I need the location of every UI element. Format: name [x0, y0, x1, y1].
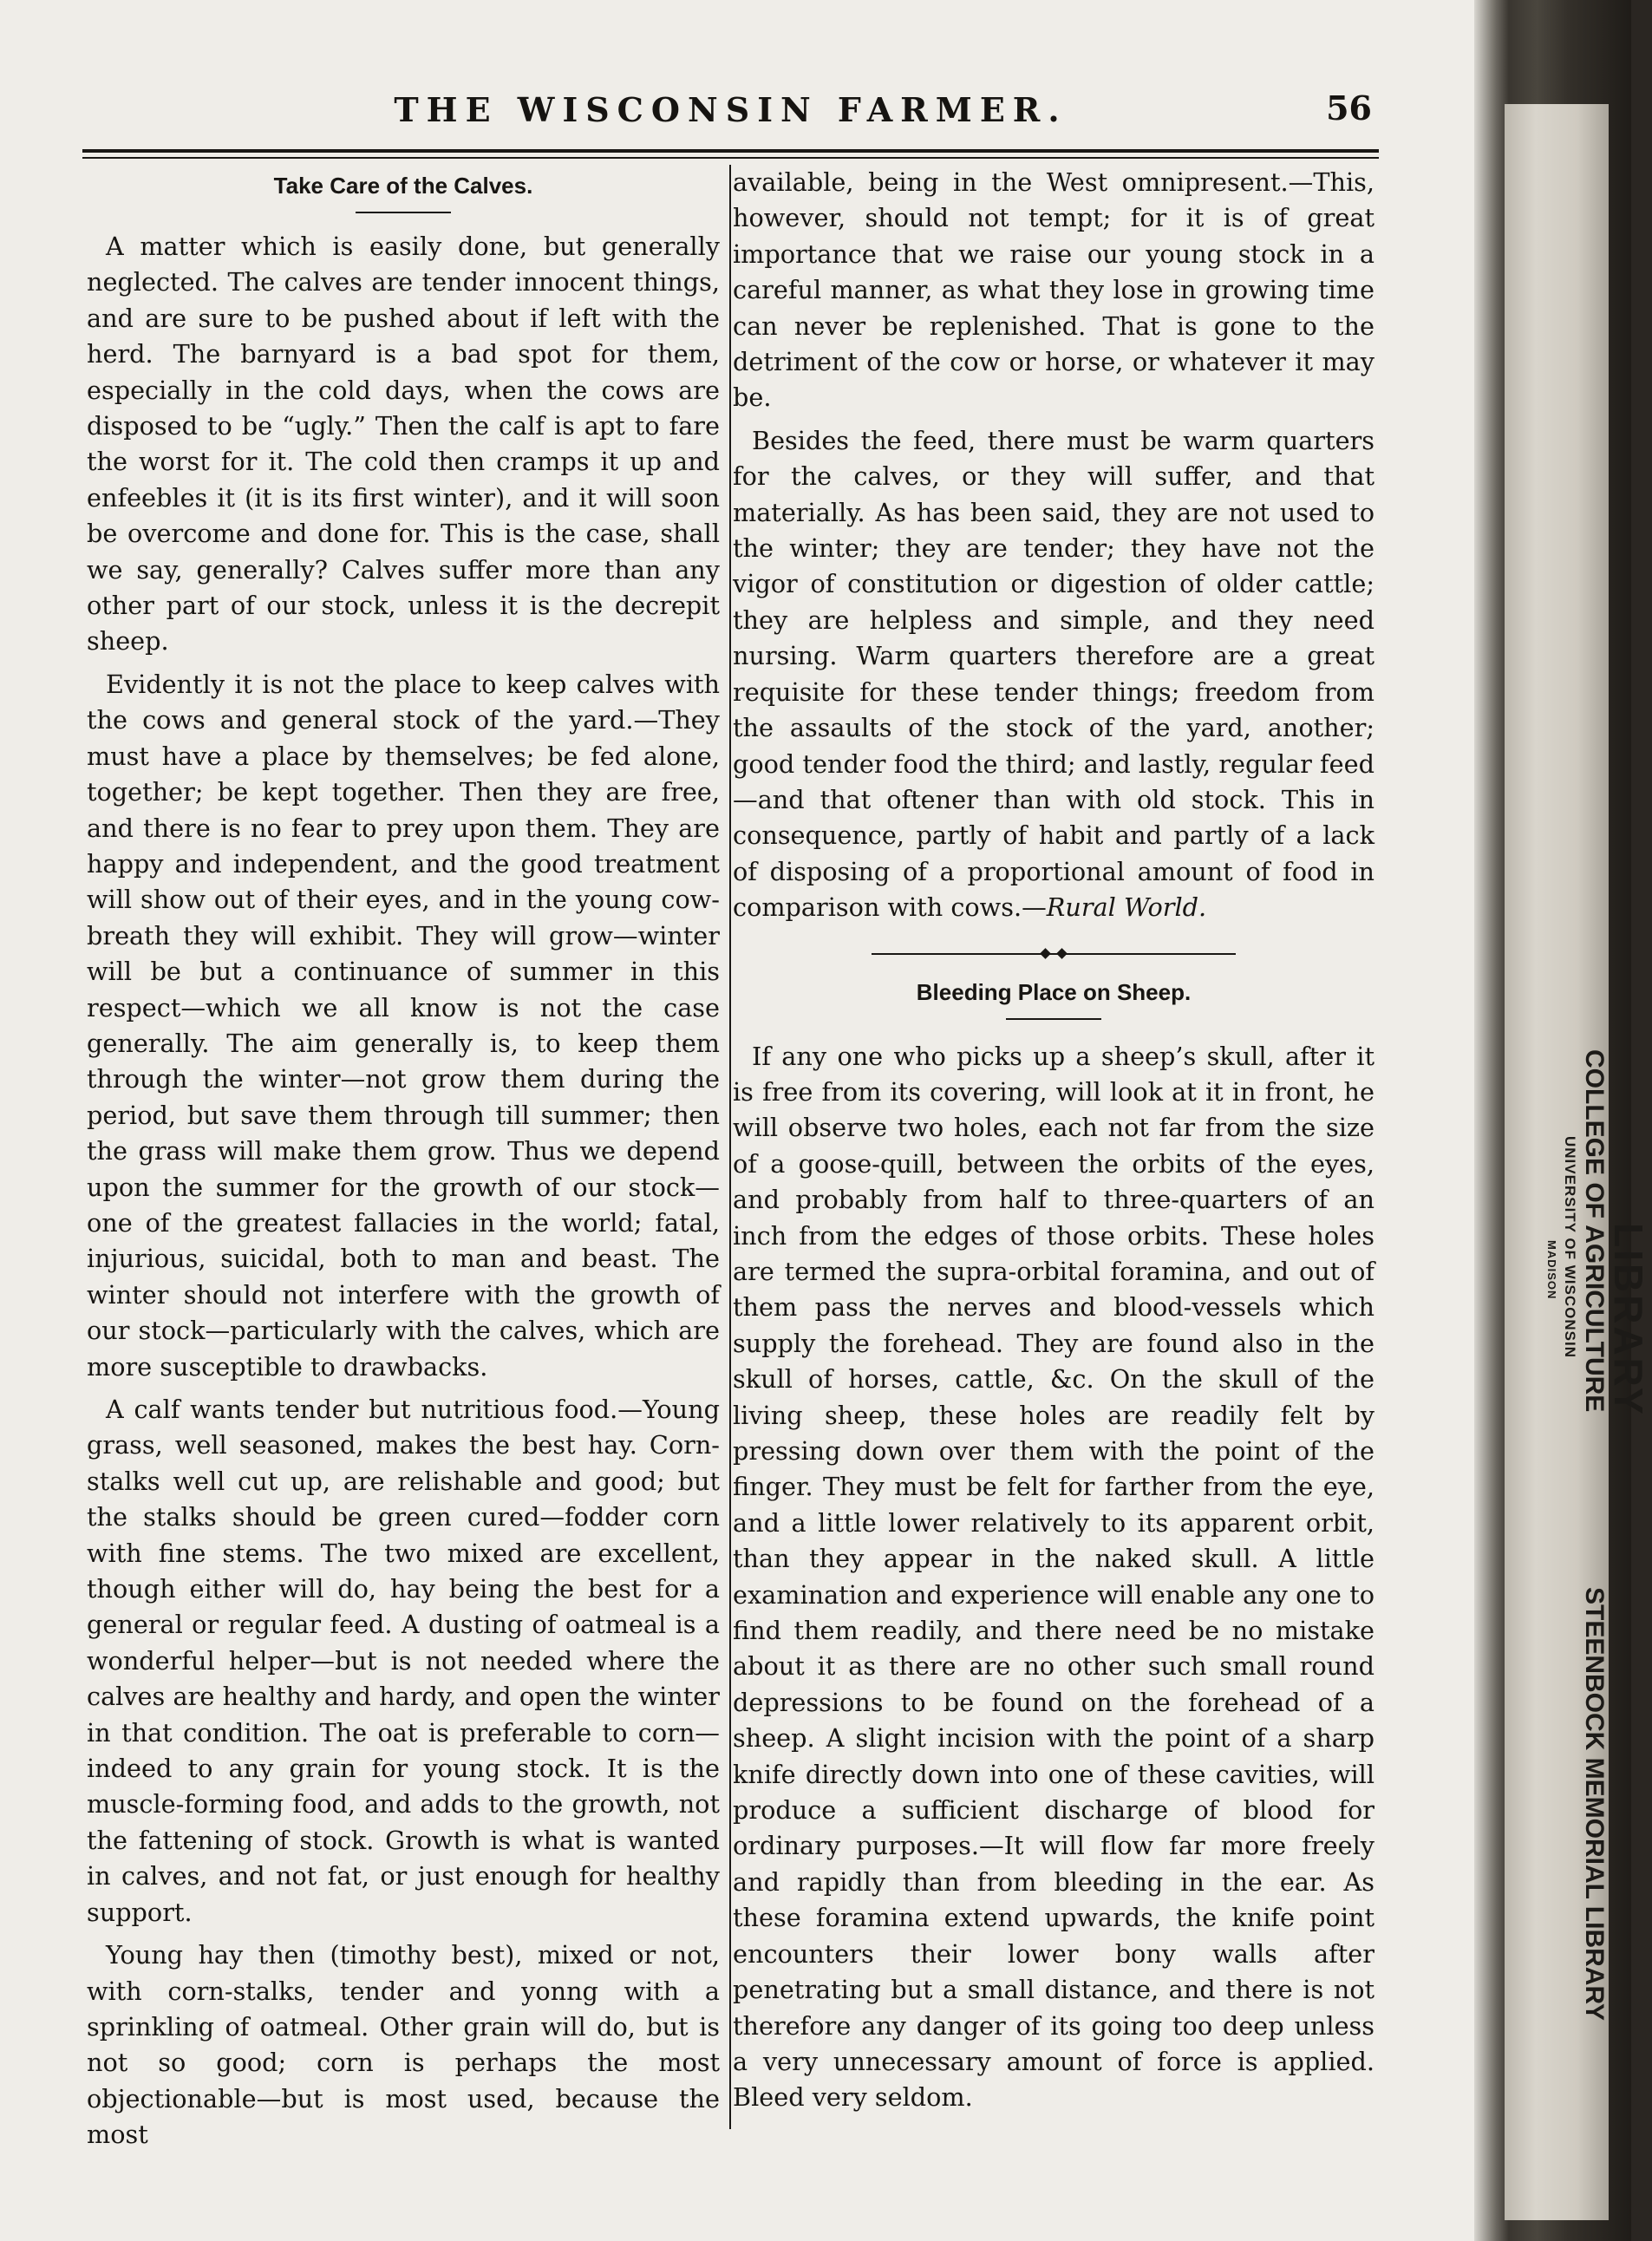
right-column — [733, 165, 1374, 2116]
spine-madison-label: MADISON — [1545, 1240, 1558, 1300]
header-rule-thin — [82, 157, 1379, 159]
title-rule-2 — [1006, 1018, 1101, 1020]
ornamental-separator — [872, 942, 1236, 966]
spine-college-label: COLLEGE OF AGRICULTURE — [1580, 1049, 1609, 1413]
separator-diamond-left — [1040, 948, 1051, 959]
calves-paragraph-5-text: Besides the feed, there must be warm quarters for the calves, or they will suffer, and that materially. As has been said, they are not used to the winter; they are tender; they have not the vigor of constitution or digestion of older cattle; they are helpless and simple, and they need nursing. Warm quarters therefore are a great requisite for these tender things; freedom from the assaults of the stock of the yard, another; good tender food the third; and lastly, regular feed—and that oftener than with old stock. This in consequence, partly of habit and partly of a lack of disposing of a proportional amount of food in comparison with cows.— — [733, 425, 1374, 923]
calves-paragraph-3: A calf wants tender but nutritious food.—Young grass, well seasoned, makes the best hay. Corn-stalks well cut up, are relishable and good; but the stalks should be green cured—fodder corn with fine stems. The two mixed are excellent, though either will do, hay being the best for a general or regular feed. A dusting of oatmeal is a wonderful helper—but is not needed where the calves are healthy and hardy, and open the winter in that condition. The oat is preferable to corn—indeed to any grain for young stock. It is the muscle-forming food, and adds to the growth, not the fattening of stock. Growth is what is wanted in calves, and not fat, or just enough for healthy support. — [87, 1395, 720, 1927]
separator-line — [872, 953, 1236, 955]
calves-paragraph-4: Young hay then (timothy best), mixed or not, with corn-stalks, tender and yonng with a sprinkling of oatmeal. Other grain will do, but is not so good; corn is perhaps the most objectionable—but is most used, because the most — [87, 1940, 720, 2150]
spine-university-label: UNIVERSITY OF WISCONSIN — [1562, 1136, 1578, 1358]
calves-paragraph-5 — [733, 423, 1374, 926]
spine-library-label: LIBRARY — [1606, 1223, 1651, 1417]
column-divider — [729, 165, 731, 2129]
page-header — [82, 87, 1379, 139]
separator-diamond-right — [1056, 948, 1068, 959]
calves-paragraph-4-continued: available, being in the West omnipresent.—This, however, should not tempt; for it is of great importance that we raise our young stock in a careful manner, as what they lose in growing time can never be replenished. That is gone to the detriment of the cow or horse, or whatever it may be. — [733, 167, 1374, 413]
article-title-calves: Take Care of the Calves. — [273, 173, 533, 199]
sheep-paragraph-1: If any one who picks up a sheep’s skull, after it is free from its covering, will look at it in front, he will observe two holes, each not far from the size of a goose-quill, between the orbits of the eyes, and probably from half to three-quarters of an inch from the edges of those orbits. These holes are termed the supra-orbital foramina, and out of them pass the nerves and blood-vessels which supply the forehead. They are found also in the skull of horses, cattle, &c. On the skull of the living sheep, these holes are readily felt by pressing down over them with the point of the finger. They must be felt for farther from the eye, and a little lower relatively to its apparent orbit, than they appear in the naked skull. A little examination and experience will enable any one to find them readily, and there need be no mistake about it as there are no other such small round depressions to be found on the forehead of a sheep. A slight incision with the point of a sharp knife directly down into one of these cavities, will produce a sufficient discharge of blood for ordinary purposes.—It will flow far more freely and rapidly than from bleeding in the ear. As these foramina extend upwards, the knife point encounters their lower bony walls after penetrating but a small distance, and there is not therefore any danger of its going too deep unless a very unnecessary amount of force is applied. Bleed very seldom. — [733, 1041, 1374, 2113]
article-title-sheep: Bleeding Place on Sheep. — [916, 978, 1192, 1005]
page-number: 56 — [1326, 88, 1372, 127]
header-rule-thick — [82, 149, 1379, 153]
spine-steenbock-label: STEENBOCK MEMORIAL LIBRARY — [1580, 1587, 1609, 2022]
left-column — [87, 165, 720, 2153]
title-rule — [356, 212, 451, 213]
calves-paragraph-2: Evidently it is not the place to keep calves with the cows and general stock of the yard.—They must have a place by themselves; be fed alone, together; be kept together. Then they are free, and there is no fear to prey upon them. They are happy and independent, and the good treatment will show out of their eyes, and in the young cow-breath they will exhibit. They will grow—winter will be but a continuance of summer in this respect—which we all know is not the case generally. The aim generally is, to keep them through the winter—not grow them during the period, but save them through till summer; then the grass will make them grow. Thus we depend upon the summer for the growth of our stock—one of the greatest fallacies in the world; fatal, injurious, suicidal, both to man and beast. The winter should not interfere with the growth of our stock—particularly with the calves, which are more susceptible to drawbacks. — [87, 669, 720, 1382]
calves-paragraph-1: A matter which is easily done, but generally neglected. The calves are tender innocent things, and are sure to be pushed about if left with the herd. The barnyard is a bad spot for them, especially in the cold days, when the cows are disposed to be “ugly.” Then the calf is apt to fare the worst for it. The cold then cramps it up and enfeebles it (it is its first winter), and it will soon be overcome and done for. This is the case, shall we say, generally? Calves suffer more than any other part of our stock, unless it is the decrepit sheep. — [87, 232, 720, 657]
article-source: Rural World. — [1046, 892, 1207, 923]
journal-title: THE WISCONSIN FARMER. — [394, 90, 1068, 129]
